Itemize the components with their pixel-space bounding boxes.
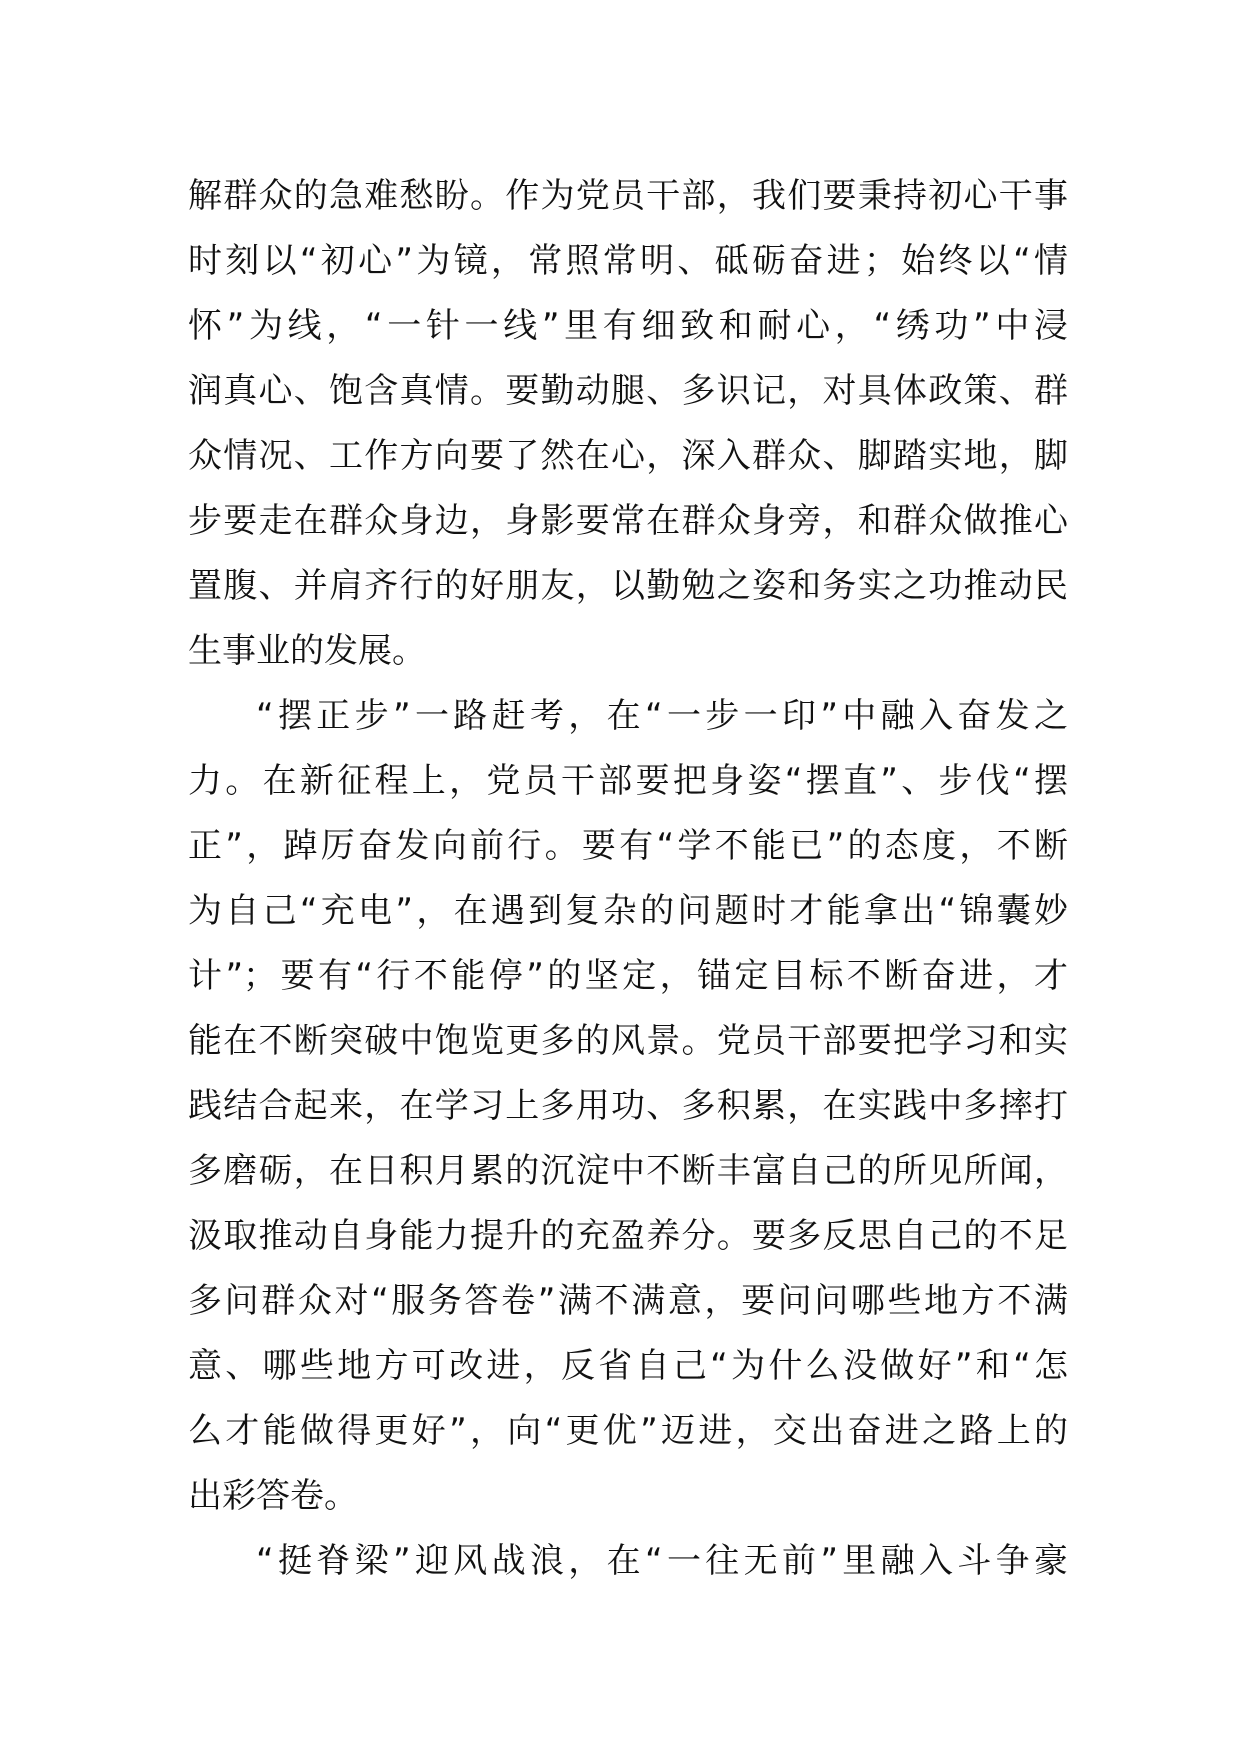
text-line: 润真心、饱含真情。要勤动腿、多识记，对具体政策、群 bbox=[188, 371, 1068, 411]
paragraph-first-line: “摆正步”一路赶考，在“一步一印”中融入奋发之 bbox=[256, 696, 1068, 736]
text-line: 多问群众对“服务答卷”满不满意，要问问哪些地方不满 bbox=[188, 1281, 1068, 1321]
text-line: 能在不断突破中饱览更多的风景。党员干部要把学习和实 bbox=[188, 1021, 1068, 1061]
text-line: 汲取推动自身能力提升的充盈养分。要多反思自己的不足 bbox=[188, 1216, 1068, 1256]
text-line: 意、哪些地方可改进，反省自己“为什么没做好”和“怎 bbox=[188, 1346, 1068, 1386]
text-line: 力。在新征程上，党员干部要把身姿“摆直”、步伐“摆 bbox=[188, 761, 1068, 801]
text-line: 时刻以“初心”为镜，常照常明、砥砺奋进；始终以“情 bbox=[188, 241, 1068, 281]
text-line: 众情况、工作方向要了然在心，深入群众、脚踏实地，脚 bbox=[188, 436, 1068, 476]
paragraph-first-line: “挺脊梁”迎风战浪，在“一往无前”里融入斗争豪 bbox=[256, 1541, 1068, 1581]
text-line: 么才能做得更好”，向“更优”迈进，交出奋进之路上的 bbox=[188, 1411, 1068, 1451]
text-line: 计”；要有“行不能停”的坚定，锚定目标不断奋进，才 bbox=[188, 956, 1068, 996]
text-line: 解群众的急难愁盼。作为党员干部，我们要秉持初心干事 bbox=[188, 176, 1068, 216]
text-line: 生事业的发展。 bbox=[188, 631, 426, 671]
text-line: 多磨砺，在日积月累的沉淀中不断丰富自己的所见所闻， bbox=[188, 1151, 1068, 1191]
text-line: 正”，踔厉奋发向前行。要有“学不能已”的态度，不断 bbox=[188, 826, 1068, 866]
body-text bbox=[188, 164, 1068, 1594]
text-line: 出彩答卷。 bbox=[188, 1476, 358, 1516]
text-line: 为自己“充电”，在遇到复杂的问题时才能拿出“锦囊妙 bbox=[188, 891, 1068, 931]
text-line: 怀”为线，“一针一线”里有细致和耐心，“绣功”中浸 bbox=[188, 306, 1068, 346]
text-line: 步要走在群众身边，身影要常在群众身旁，和群众做推心 bbox=[188, 501, 1068, 541]
text-line: 践结合起来，在学习上多用功、多积累，在实践中多摔打 bbox=[188, 1086, 1068, 1126]
text-line: 置腹、并肩齐行的好朋友，以勤勉之姿和务实之功推动民 bbox=[188, 566, 1068, 606]
